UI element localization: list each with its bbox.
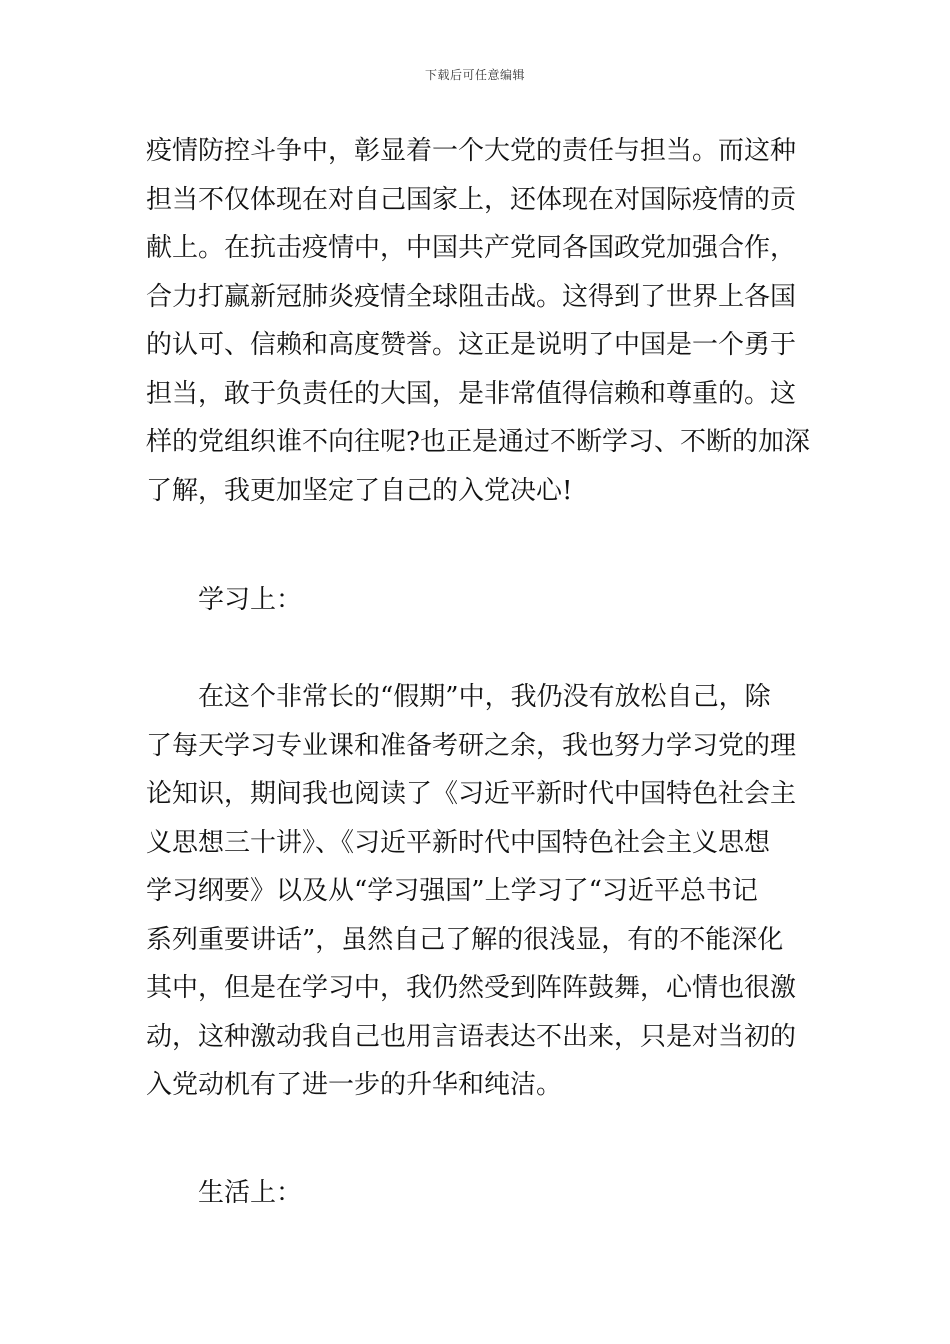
paragraph-line: 动，这种激动我自己也用言语表达不出来，只是对当初的: [146, 1021, 797, 1052]
paragraph-line: 在这个非常长的“假期”中，我仍没有放松自己，除: [198, 682, 771, 712]
paragraph-study: [146, 673, 811, 1110]
paragraph-line: 论知识，期间我也阅读了《习近平新时代中国特色社会主: [146, 779, 797, 809]
paragraph-line: 担当不仅体现在对自己国家上，还体现在对国际疫情的贡: [146, 184, 797, 215]
section-heading-study: [146, 576, 811, 625]
paragraph-line: 其中，但是在学习中，我仍然受到阵阵鼓舞，心情也很激: [146, 973, 797, 1003]
heading-text: 生活上：: [198, 1178, 303, 1208]
paragraph-line: 献上。在抗击疫情中，中国共产党同各国政党加强合作，: [146, 233, 797, 263]
paragraph-line: 义思想三十讲》、《习近平新时代中国特色社会主义思想: [146, 827, 771, 858]
paragraph-line: 的认可、信赖和高度赞誉。这正是说明了中国是一个勇于: [146, 330, 797, 360]
paragraph-line: 合力打赢新冠肺炎疫情全球阻击战。这得到了世界上各国: [146, 281, 797, 312]
paragraph-line: 学习纲要》以及从“学习强国”上学习了“习近平总书记: [146, 876, 758, 906]
paragraph-line: 了解，我更加坚定了自己的入党决心!: [146, 475, 573, 506]
paragraph-line: 样的党组织谁不向往呢?也正是通过不断学习、不断的加深: [146, 427, 810, 457]
paragraph-line: 系列重要讲话”，虽然自己了解的很浅显，有的不能深化: [146, 924, 784, 955]
paragraph-line: 了每天学习专业课和准备考研之余，我也努力学习党的理: [146, 730, 797, 761]
paragraph-line: 入党动机有了进一步的升华和纯洁。: [146, 1070, 563, 1100]
paragraph-line: 疫情防控斗争中，彰显着一个大党的责任与担当。而这种: [146, 136, 797, 166]
section-heading-life: [146, 1169, 811, 1218]
heading-text: 学习上：: [198, 585, 303, 615]
paragraph-party-responsibility: [146, 127, 811, 515]
page-header: 下载后可任意编辑: [424, 68, 525, 82]
paragraph-line: 担当，敢于负责任的大国，是非常值得信赖和尊重的。这: [146, 378, 797, 409]
